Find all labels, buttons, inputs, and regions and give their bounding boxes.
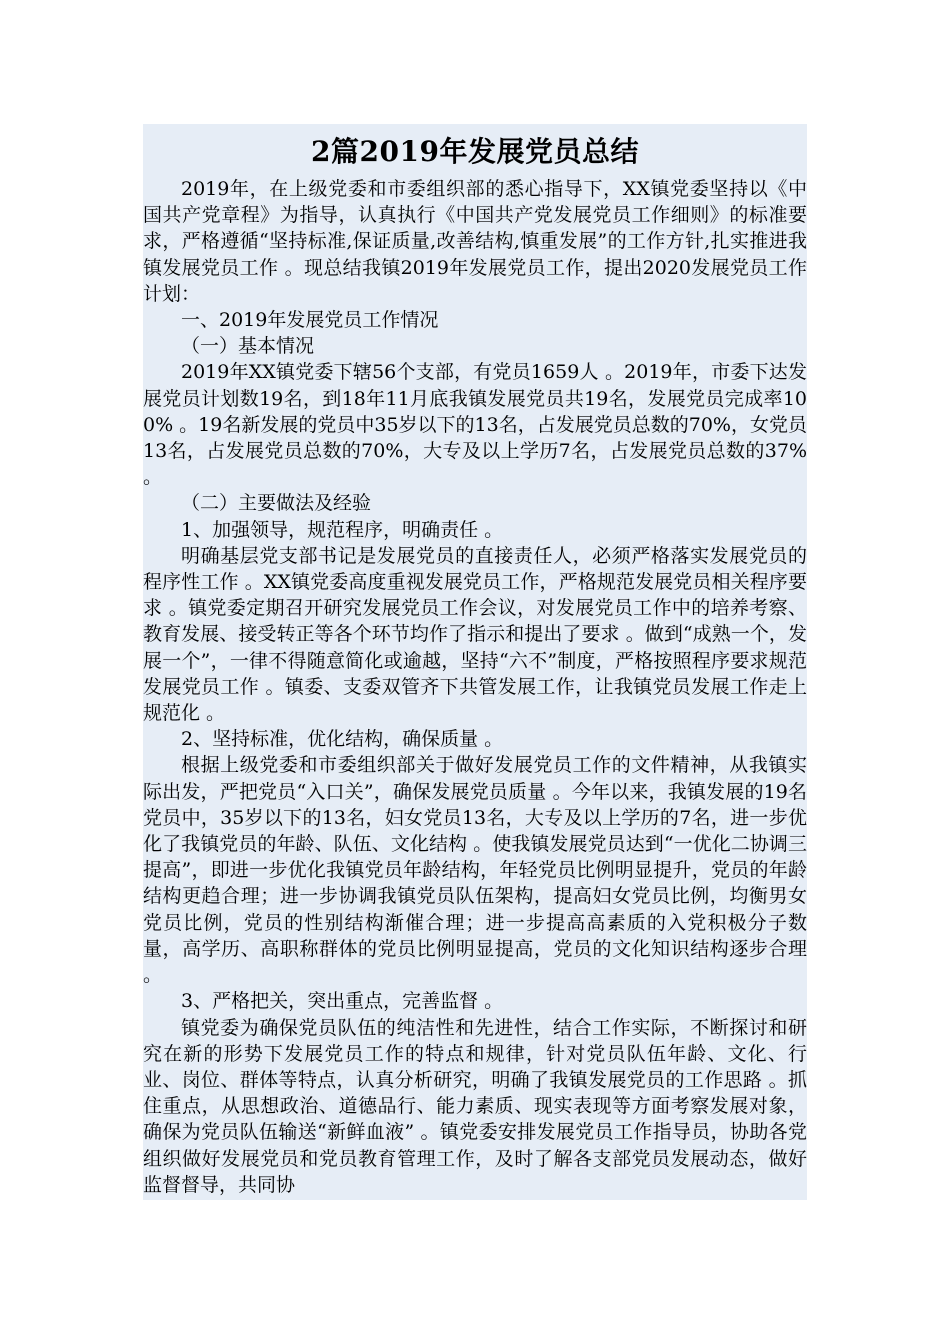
paragraph-point-3: 镇党委为确保党员队伍的纯洁性和先进性，结合工作实际，不断探讨和研究在新的形势下发展党员工作的特点和规律，针对党员队伍年龄、文化、行业、岗位、群体等特点，认真分析研究，明确了我镇发展党员的工作思路 。抓住重点，从思想政治、道德品行、能力素质、现实表现等方面考察发展对象，确保为党员队伍输送“新鲜血液” 。镇党委安排发展党员工作指导员，协助各党组织做好发展党员和党员教育管理工作，及时了解各支部党员发展动态，做好监督督导，共同协 xyxy=(143,1016,807,1196)
document-body xyxy=(143,176,807,1198)
paragraph-point-2: 根据上级党委和市委组织部关于做好发展党员工作的文件精神，从我镇实际出发，严把党员“入口关”，确保发展党员质量 。今年以来，我镇发展的19名党员中，35岁以下的13名，妇女党员13名，大专及以上学历的7名，进一步优化了我镇党员的年龄、队伍、文化结构 。使我镇发展党员达到“一优化二协调三提高”，即进一步优化我镇党员年龄结构，年轻党员比例明显提升，党员的年龄结构更趋合理；进一步协调我镇党员队伍架构，提高妇女党员比例，均衡男女党员比例，党员的性别结构渐催合理；进一步提高高素质的入党积极分子数量，高学历、高职称群体的党员比例明显提高，党员的文化知识结构逐步合理 。 xyxy=(143,754,807,987)
point-heading-3: 3、严格把关，突出重点，完善监督 。 xyxy=(181,990,504,1013)
subsection-heading-basic: （一）基本情况 xyxy=(181,335,315,358)
paragraph-point-1: 明确基层党支部书记是发展党员的直接责任人，必须严格落实发展党员的程序性工作 。XX镇党委高度重视发展党员工作，严格规范发展党员相关程序要求 。镇党委定期召开研究发展党员工作会议，对发展党员工作中的培养考察、教育发展、接受转正等各个环节均作了指示和提出了要求 。做到“成熟一个，发展一个”，一律不得随意简化或逾越，坚持“六不”制度，严格按照程序要求规范发展党员工作 。镇委、支委双管齐下共管发展工作，让我镇党员发展工作走上规范化 。 xyxy=(143,544,807,725)
subsection-heading-methods: （二）主要做法及经验 xyxy=(181,492,372,515)
point-heading-1: 1、加强领导，规范程序，明确责任 。 xyxy=(181,518,504,541)
section-heading-1: 一、2019年发展党员工作情况 xyxy=(181,309,439,332)
document-page xyxy=(143,124,807,1200)
point-heading-2: 2、坚持标准，优化结构，确保质量 。 xyxy=(181,728,504,751)
paragraph-intro: 2019年，在上级党委和市委组织部的悉心指导下，XX镇党委坚持以《中国共产党章程》为指导，认真执行《中国共产党发展党员工作细则》的标准要求，严格遵循“坚持标准,保证质量,改善结构,慎重发展”的工作方针,扎实推进我镇发展党员工作 。现总结我镇2019年发展党员工作，提出2020发展党员工作计划： xyxy=(143,178,807,305)
paragraph-basic-situation: 2019年XX镇党委下辖56个支部，有党员1659人 。2019年，市委下达发展党员计划数19名，到18年11月底我镇发展党员共19名，发展党员完成率100% 。19名新发展的党员中35岁以下的13名，占发展党员总数的70%，女党员13名，占发展党员总数的70%，大专及以上学历7名，占发展党员总数的37% 。 xyxy=(143,361,807,489)
document-title: 2篇2019年发展党员总结 xyxy=(311,135,639,168)
